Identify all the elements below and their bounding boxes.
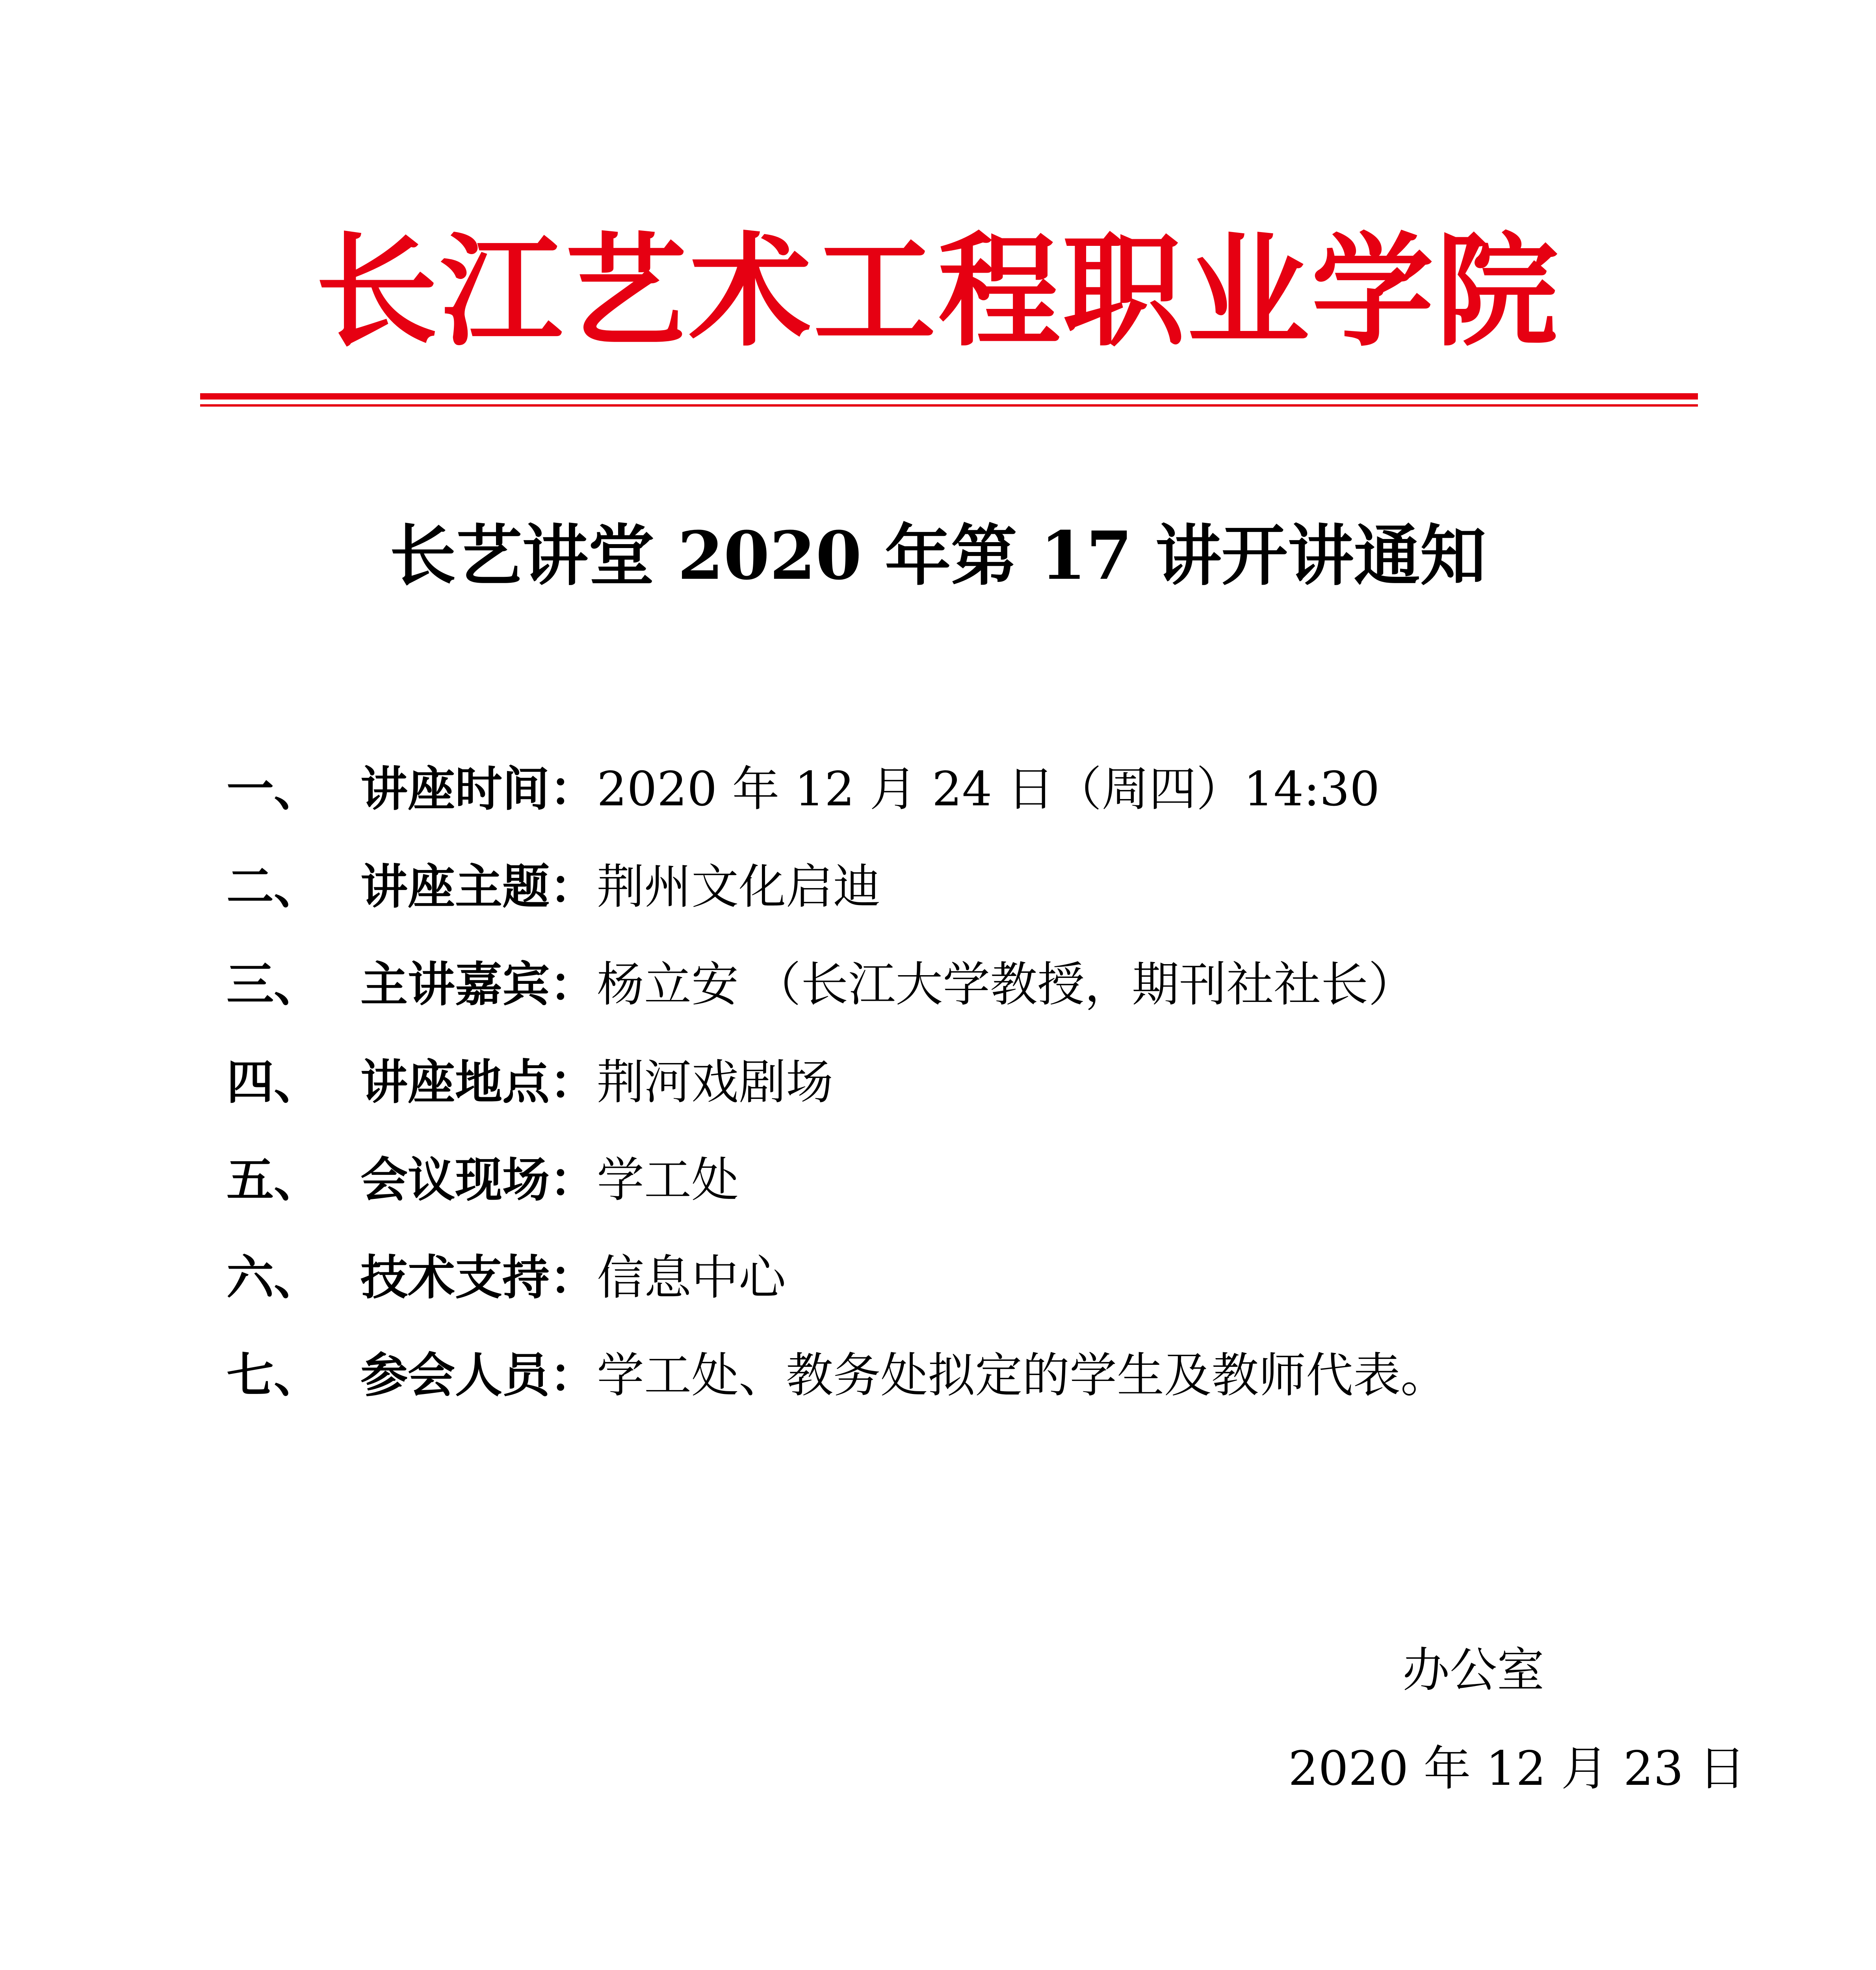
item-number: 四、 xyxy=(227,1055,321,1110)
item-number: 一、 xyxy=(227,762,321,817)
item-number: 六、 xyxy=(227,1251,321,1305)
item-number: 三、 xyxy=(227,957,321,1012)
item-label: 会议现场： xyxy=(360,1153,597,1208)
item-value: 荆河戏剧场 xyxy=(597,1055,833,1110)
item-value: 学工处 xyxy=(597,1153,739,1208)
item-label: 讲座地点： xyxy=(360,1055,597,1110)
list-item-attendees xyxy=(227,1327,1763,1425)
list-item-venue xyxy=(227,1034,1763,1132)
item-number: 二、 xyxy=(227,860,321,914)
issuer-signature: 办公室 xyxy=(1402,1643,1544,1698)
list-item-time xyxy=(227,741,1763,838)
list-item-topic xyxy=(227,838,1763,936)
item-label: 参会人员： xyxy=(360,1348,597,1403)
list-item-tech-support xyxy=(227,1229,1763,1327)
masthead-rule-thin xyxy=(200,404,1698,407)
institution-masthead: 长江艺术工程职业学院 xyxy=(316,220,1560,363)
item-value: 学工处、教务处拟定的学生及教师代表。 xyxy=(597,1348,1448,1403)
item-value: 2020 年 12 月 24 日（周四）14:30 xyxy=(597,762,1380,817)
list-item-speaker xyxy=(227,936,1763,1034)
masthead-rule-thick xyxy=(200,393,1698,400)
notice-item-list xyxy=(227,741,1763,1425)
item-number: 七、 xyxy=(227,1348,321,1403)
item-value: 信息中心 xyxy=(597,1251,786,1305)
item-label: 主讲嘉宾： xyxy=(360,957,597,1012)
item-number: 五、 xyxy=(227,1153,321,1208)
item-value: 荆州文化启迪 xyxy=(597,860,880,914)
issue-date: 2020 年 12 月 23 日 xyxy=(1288,1741,1746,1796)
item-label: 讲座主题： xyxy=(360,860,597,914)
list-item-onsite xyxy=(227,1132,1763,1229)
item-label: 技术支持： xyxy=(360,1251,597,1305)
notice-title: 长艺讲堂 2020 年第 17 讲开讲通知 xyxy=(390,517,1486,595)
item-label: 讲座时间： xyxy=(360,762,597,817)
item-value: 杨立安 （长江大学教授，期刊社社长） xyxy=(597,957,1416,1012)
